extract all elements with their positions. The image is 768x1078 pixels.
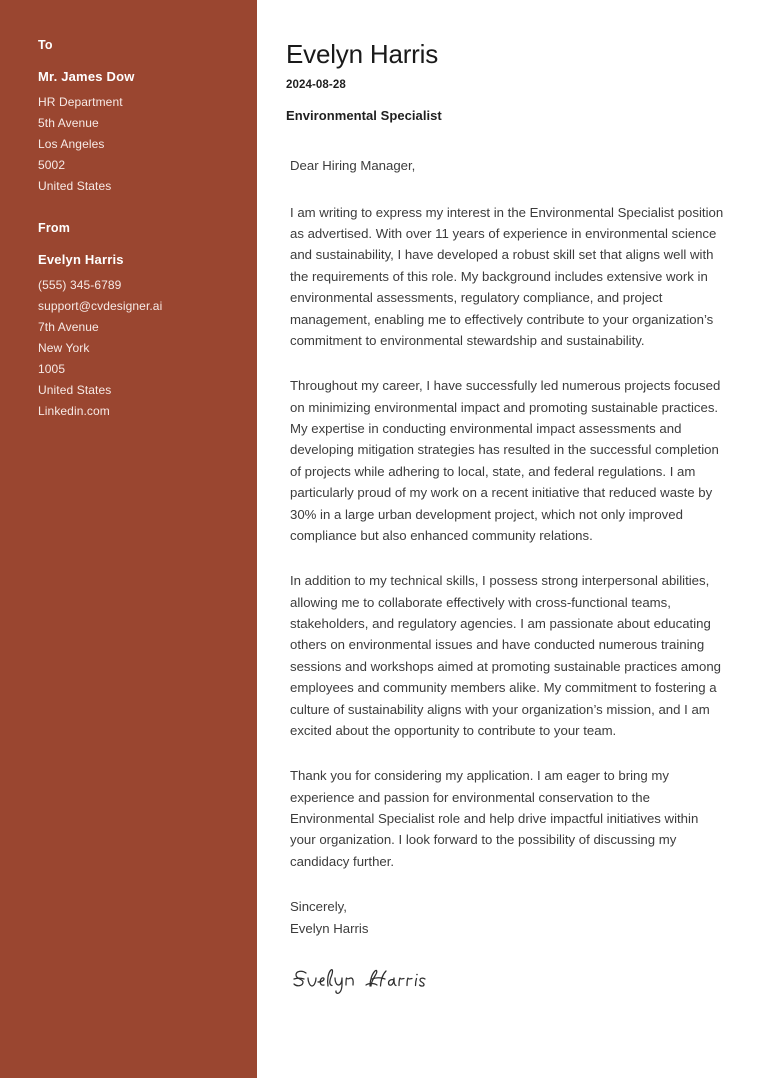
letter-date: 2024-08-28 (286, 78, 346, 91)
recipient-block (38, 38, 233, 197)
letter-job-title: Environmental Specialist (286, 107, 442, 123)
letter-salutation: Dear Hiring Manager, (290, 158, 416, 174)
letter-content (257, 0, 768, 1078)
letter-paragraph-2: Throughout my career, I have successfully led numerous projects focused on minimizing environmental impact and promoting sustainable practices. My expertise in conducting environmental impact assessments and developing mitigation strategies has resulted in the successful completion of projects while adhering to local, state, and federal regulations. I am particularly proud of my work on a recent initiative that reduced waste by 30% in a large urban development project, which not only improved compliance but also enhanced community relations. (290, 378, 721, 543)
contact-sidebar (0, 0, 257, 1078)
recipient-heading: To (38, 38, 53, 52)
sender-linkedin[interactable]: Linkedin.com (38, 404, 110, 419)
sender-country: United States (38, 383, 112, 398)
recipient-line-department: HR Department (38, 95, 123, 110)
closing-salutation: Sincerely, (290, 899, 347, 915)
sender-name: Evelyn Harris (38, 252, 124, 268)
sender-phone: (555) 345-6789 (38, 278, 122, 293)
sender-city: New York (38, 341, 90, 356)
letter-paragraph-1: I am writing to express my interest in the Environmental Specialist position as advertised. With over 11 years of experience in environmental science and sustainability, I have developed a robust skill set that aligns well with the requirements of this role. My background includes extensive work in environmental assessments, regulatory compliance, and project management, enabling me to effectively contribute to your organization’s commitment to environmental stewardship and sustainability. (290, 204, 724, 348)
sender-email[interactable]: support@cvdesigner.ai (38, 299, 163, 314)
closing-name: Evelyn Harris (290, 920, 369, 936)
recipient-line-country: United States (38, 179, 112, 194)
recipient-name: Mr. James Dow (38, 69, 135, 84)
handwritten-signature-icon (290, 961, 725, 1001)
letter-body (286, 155, 727, 1001)
sender-postcode: 1005 (38, 362, 66, 377)
sender-block (38, 221, 233, 422)
sender-heading: From (38, 221, 71, 236)
recipient-line-street: 5th Avenue (38, 116, 99, 131)
recipient-line-city: Los Angeles (38, 137, 105, 152)
letter-closing (290, 896, 725, 939)
letter-paragraph-3: In addition to my technical skills, I possess strong interpersonal abilities, allowing me to collaborate effectively with cross-functional teams, stakeholders, and regulatory agencies. I am passionate about educating others on environmental issues and have conducted numerous training sessions and workshops aimed at promoting sustainable practices among employees and community members alike. My commitment to fostering a culture of sustainability aligns with your organization’s mission, and I am excited about the opportunity to contribute to your team. (290, 573, 722, 738)
letter-author-name: Evelyn Harris (286, 39, 438, 69)
sender-street: 7th Avenue (38, 320, 99, 335)
letter-paragraph-4: Thank you for considering my application. I am eager to bring my experience and passion for environmental conservation to the Environmental Specialist role and help drive impactful initiatives within your organization. I look forward to the possibility of discussing my candidacy further. (290, 768, 699, 869)
recipient-line-postcode: 5002 (38, 158, 66, 173)
